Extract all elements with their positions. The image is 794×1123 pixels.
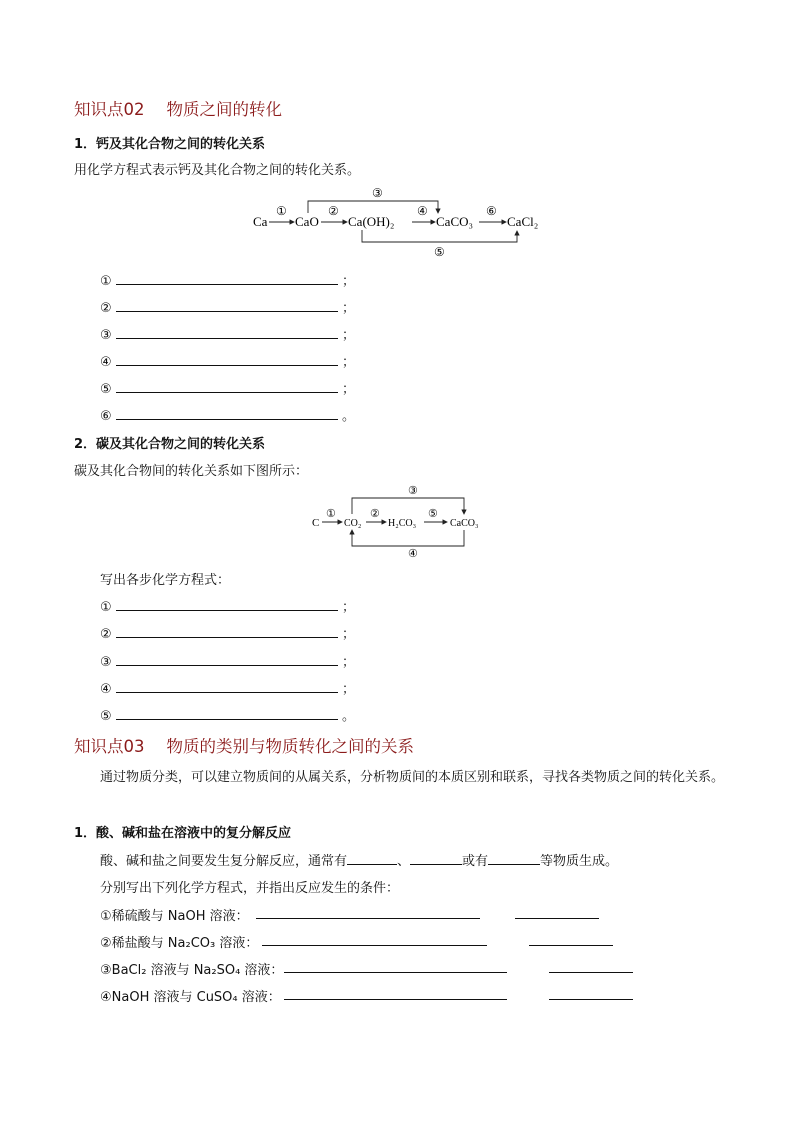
answer-end: ； [342,328,356,343]
species-caoh2: Ca(OH)₂ [348,214,395,229]
fill-sep: 、 [397,854,411,869]
intro-paragraph: 通过物质分类，可以建立物质间的从属关系，分析物质间的本质区别和联系，寻找各类物质之间的转化关系。 [100,770,725,785]
answer-blank[interactable] [116,380,338,393]
step-1-label: ① [276,204,287,218]
answer-end: ； [342,301,356,316]
step-4-label: ④ [408,548,418,560]
answer-mark: ④ [100,682,112,697]
answer-end: ； [342,382,356,397]
answer-row [100,651,355,670]
answer-row [100,324,355,343]
step-3-label: ③ [372,186,383,200]
condition-blank[interactable] [549,959,633,973]
answer-mark: ⑥ [100,409,112,424]
section-heading-03 [74,733,414,757]
reaction-label: ④NaOH 溶液与 CuSO₄ 溶液： [100,990,281,1005]
answer-mark: ⑤ [100,709,112,724]
answer-mark: ② [100,627,112,642]
species-caco3: CaCO₃ [450,518,479,529]
step-5-label: ⑤ [434,245,445,259]
fill-blank-3[interactable] [488,851,540,865]
answer-end: 。 [342,409,356,424]
answer-blank[interactable] [116,680,338,693]
answer-mark: ③ [100,328,112,343]
species-h2co3: H₂CO₃ [388,518,417,529]
step-2-label: ② [370,508,380,520]
step-1-label: ① [326,508,336,520]
fill-text-a: 酸、碱和盐之间要发生复分解反应，通常有 [100,854,348,869]
arrow-step-5 [362,230,517,242]
answer-end: ； [342,274,356,289]
species-cao: CaO [295,214,319,229]
answer-blank[interactable] [116,598,338,611]
equation-blank[interactable] [284,959,507,973]
species-ca: Ca [253,214,268,229]
answer-row [100,351,355,370]
answer-end: ； [342,655,356,670]
answer-blank[interactable] [116,353,338,366]
species-cacl2: CaCl₂ [507,214,539,229]
answer-row [100,596,355,615]
species-caco3: CaCO₃ [436,214,474,229]
reaction-prompt: 分别写出下列化学方程式，并指出反应发生的条件： [100,881,400,896]
subheading-calcium: 1．钙及其化合物之间的转化关系 [74,137,266,152]
subheading-carbon: 2．碳及其化合物之间的转化关系 [74,437,266,452]
answer-end: ； [342,682,356,697]
answer-mark: ② [100,301,112,316]
fill-text-b: 或有 [462,854,489,869]
reaction-label: ③BaCl₂ 溶液与 Na₂SO₄ 溶液： [100,963,284,978]
step-6-label: ⑥ [486,204,497,218]
step-4-label: ④ [417,204,428,218]
answer-row [100,705,355,724]
arrow-step-3 [352,498,464,514]
answer-blank[interactable] [116,326,338,339]
species-c: C [312,517,320,529]
fill-sentence [100,850,618,869]
step-3-label: ③ [408,485,418,497]
section-heading-02 [74,96,282,120]
answer-mark: ① [100,600,112,615]
section-title: 物质之间的转化 [166,100,282,119]
answer-end: ； [342,627,356,642]
equation-blank[interactable] [262,932,487,946]
answer-mark: ① [100,274,112,289]
step-5-label: ⑤ [428,508,438,520]
section-number: 知识点02 [74,100,145,119]
section-title: 物质的类别与物质转化之间的关系 [166,737,414,756]
answer-row [100,678,355,697]
answer-end: ； [342,355,356,370]
fill-blank-1[interactable] [347,851,397,865]
answer-row [100,297,355,316]
intro-calcium: 用化学方程式表示钙及其化合物之间的转化关系。 [74,163,361,178]
answer-row [100,270,355,289]
condition-blank[interactable] [515,905,599,919]
species-co2: CO₂ [344,518,362,529]
section-number: 知识点03 [74,737,145,756]
answer-blank[interactable] [116,407,338,420]
prompt-carbon: 写出各步化学方程式： [100,573,231,588]
answer-blank[interactable] [116,299,338,312]
answer-blank[interactable] [116,653,338,666]
calcium-conversion-diagram [240,180,560,260]
arrow-step-4 [352,530,464,546]
answer-row [100,405,355,424]
answer-mark: ④ [100,355,112,370]
reaction-label: ②稀盐酸与 Na₂CO₃ 溶液： [100,936,259,951]
answer-mark: ⑤ [100,382,112,397]
answer-row [100,623,355,642]
fill-blank-2[interactable] [410,851,462,865]
answer-blank[interactable] [116,625,338,638]
equation-blank[interactable] [284,986,507,1000]
step-2-label: ② [328,204,339,218]
answer-row [100,378,355,397]
intro-carbon: 碳及其化合物间的转化关系如下图所示： [74,464,309,479]
subheading-double-displacement: 1．酸、碱和盐在溶液中的复分解反应 [74,826,292,841]
answer-end: 。 [342,709,356,724]
answer-end: ； [342,600,356,615]
carbon-conversion-diagram [300,480,500,560]
equation-blank[interactable] [256,905,480,919]
answer-blank[interactable] [116,272,338,285]
condition-blank[interactable] [549,986,633,1000]
answer-blank[interactable] [116,707,338,720]
answer-mark: ③ [100,655,112,670]
condition-blank[interactable] [529,932,613,946]
fill-text-c: 等物质生成。 [540,854,619,869]
reaction-label: ①稀硫酸与 NaOH 溶液： [100,909,249,924]
